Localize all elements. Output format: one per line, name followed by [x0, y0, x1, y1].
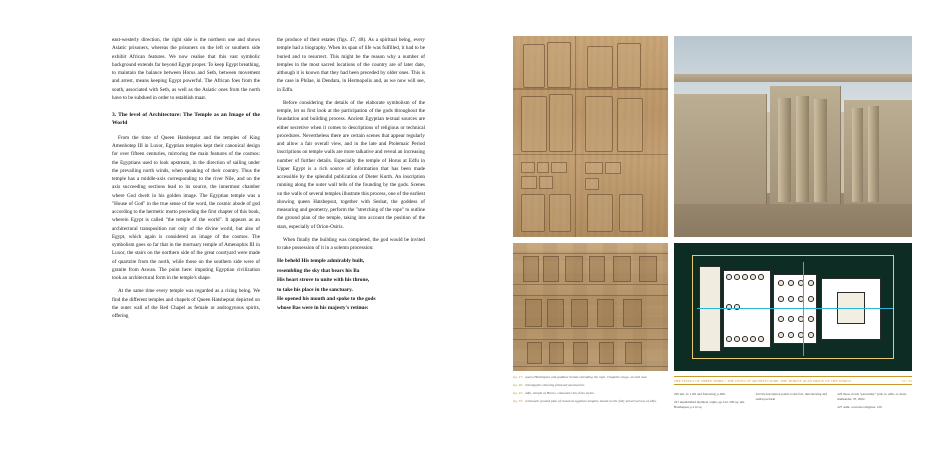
plan-column-dot [742, 336, 748, 342]
wall-figure [571, 299, 588, 327]
verse-line: He beheld His temple admirably built, [277, 258, 365, 265]
text-column-right [277, 36, 425, 314]
paragraph: the produce of their estates (figs. 47, 48). As a spiritual being, every temple had a biography. When its span of life was fulfilled, it had to be buried and to resurrect. This might be the reason why a number of temples in the most sacred locations of the country are of later date, although it is known that they had been preceded by older ones. This is the case in Philae, in Dendara, in Hermopolis and, as we now will see, in Edfu. [277, 37, 425, 93]
wall-figure [573, 342, 588, 364]
wall-figure [623, 299, 642, 327]
wall-figure [565, 256, 583, 282]
text-column-left [112, 36, 260, 325]
relief-figure [617, 98, 643, 152]
relief-figure [587, 194, 613, 232]
caption-item [513, 391, 673, 397]
figure-captions [513, 375, 673, 408]
plan-column-dot [778, 316, 784, 322]
relief-crack [575, 36, 576, 237]
plan-column-dot [788, 332, 794, 338]
temple-ground-plan-diagram [674, 243, 912, 371]
paragraph: Before considering the details of the elaborate symbolism of the temple, let us first look at the participation of the gods throughout the foundation and building process. Ancient Egyptian textual sources are either secretive when it comes to descriptions of religious or technical procedures. Nevertheless there are certain scenes that appear regularly and allow a fair overall view, and in the late and Ptolemaic Period inscriptions on temple walls are more talkative and reveal an increasing number of further details. Especially the temple of Horus at Edfu in Upper Egypt is a rich source of information that has been made accessible by the splendid publication of Dieter Kurth. An inscription running along the outer wall tells of the founding by the gods. Scenes on the walls of several temples illustrate this process, one of the earliest showing queen Hatshepsut, together with Seshat, the goddess of measuring and geometry, perform the "stretching of the rope" to outline the ground plan of the temple, taking into account the position of the stars, especially of Orion-Osiris. [277, 99, 425, 230]
relief-figure [617, 43, 641, 88]
relief-crack [513, 154, 668, 155]
plan-column-dot [808, 280, 814, 286]
paragraph: At the same time every temple was regarded as a rising being. We find the different temples and chapels of Queen Hatshepsut depicted on the outer wall of the Red Chapel as female or androgynous spirits, offering [112, 288, 260, 320]
relief-figure [521, 96, 547, 152]
paragraph: east-westerly direction, the right side is the northern one and shows Asiatic prisoners, whereas the prisoners on the left or southern side exhibit African features. We now realise that this vast symbolic background extends far beyond Egypt proper. To keep Egypt breathing, to maintain the balance between Horus and Seth, between movement and arrest, means keeping Egypt powerful. The African foes from the south, associated with Seth, as well as the Asiatic ones from the north have to be subdued in order to establish maat. [112, 37, 260, 101]
plan-column-dot [808, 332, 814, 338]
plan-cross-axis [803, 262, 804, 356]
plan-column-dot [758, 274, 764, 280]
plan-column-dot [726, 336, 732, 342]
note-item: 222 the inscription points to the fact, that the king and seshat perform [755, 392, 827, 401]
note-item: 223 those words "personally" (urk. iv, edfu, sr, maar, mefkandet, 70, 200d [837, 392, 907, 401]
section-heading: 3. The level of Architecture: The Temple as an Image of the World [112, 112, 260, 127]
plan-main-axis [697, 308, 893, 309]
plan-column-dot [778, 280, 784, 286]
temple-column [852, 108, 863, 202]
plan-column-dot [734, 336, 740, 342]
wall-figure [613, 256, 631, 282]
hieroglyph-block [521, 162, 535, 173]
plan-column-dot [742, 274, 748, 280]
caption-id: fig. 48: [513, 383, 524, 388]
plan-column-dot [758, 336, 764, 342]
temple-exterior-photograph [674, 36, 912, 237]
wall-figure [543, 256, 559, 282]
caption-id: fig. 50: [513, 399, 524, 404]
temple-column [796, 96, 809, 202]
paragraph: When finally the building was completed, the god would be invited to take possession of it in a solemn procession: [277, 236, 425, 251]
relief-figure [549, 94, 573, 152]
wall-figure [597, 299, 614, 327]
plan-column-dot [778, 332, 784, 338]
footer-title: THE LEVELS OF THREE TEMPL | THE LEVEL OF ARCHITECTURE: THE TEMPLE AS AN IMAGE OF THE WORLD [674, 378, 851, 383]
plan-gold-frame [692, 255, 894, 359]
relief-figure [587, 46, 613, 88]
hieroglyph-block [537, 162, 549, 173]
wall-figure [523, 256, 539, 282]
verse-line: His heart strove to unite with his throne, [277, 277, 370, 284]
relief-crack [513, 88, 668, 90]
hieroglyph-block [605, 162, 621, 174]
temple-column [778, 98, 791, 202]
caption-item [513, 375, 673, 381]
temple-cornice [674, 74, 912, 82]
plan-column-dot [750, 274, 756, 280]
plan-column-dot [778, 296, 784, 302]
plan-column-dot [788, 316, 794, 322]
relief-figure [549, 194, 571, 232]
note-item: 221 unpublished mythical origin, pp.122, 200 sq; urk. Hatshepsut, p.112 sq. [674, 400, 745, 410]
relief-figure [521, 194, 545, 232]
page-number: 52 | 53 [901, 378, 912, 383]
plan-column-dot [750, 336, 756, 342]
relief-figure [585, 96, 613, 152]
wall-figure [547, 299, 564, 327]
wall-figure [549, 342, 564, 364]
caption-text: edfu, temple of Horus, cutaward view from stylus. [525, 391, 595, 396]
verse-line: resembling the sky that bears his Ba [277, 267, 360, 274]
relief-figure [547, 42, 571, 88]
relief-panel-photograph [513, 36, 668, 237]
painted-wall-photograph [513, 243, 668, 371]
wall-figure [625, 342, 642, 364]
temple-column [814, 99, 827, 202]
note-item: 227 asmr, conceive religious, 120 [837, 405, 882, 410]
verse-line: to take his place in the sanctuary. [277, 286, 353, 293]
wall-figure [599, 342, 614, 364]
caption-item [513, 399, 673, 405]
relief-figure [619, 194, 643, 232]
caption-id: fig. 47: [513, 375, 524, 379]
relief-figure [523, 44, 545, 88]
plan-column-dot [808, 316, 814, 322]
endnotes-list [674, 392, 912, 411]
hieroglyph-block [551, 162, 567, 173]
caption-text: schematic ground plan of classical egyptian temples, based on the fully preserved one of edfu. [525, 399, 657, 404]
hieroglyph-block [539, 176, 553, 189]
note-item: 220 urk. iv, 1181 and following; p.200. [674, 392, 726, 396]
caption-id: fig. 49: [513, 391, 524, 396]
wall-figure [589, 256, 605, 282]
plan-column-dot [788, 296, 794, 302]
plan-column-dot [788, 280, 794, 286]
verse-line: He opened his mouth and spoke to the gods [277, 295, 376, 302]
quoted-verse [277, 257, 425, 314]
hieroglyph-block [521, 176, 537, 189]
temple-column [868, 106, 879, 202]
wall-figure [525, 299, 542, 327]
wall-figure [639, 256, 657, 282]
paragraph: From the time of Queen Hatshepsut and the temples of King Amenhotep III in Luxor, Egyptian temples kept their canonical design for over fifteen centuries, mirroring the main features of the cosmos: the Egyptians used to look upstream, in the direction of sailing under the prevailing north winds, when speaking of their country. Thus the temple has a middle-axis corresponding to the river Nile, and on the axis succeeding sections lead to its source, the innermost chamber where God dwelt in his golden image. The Egyptian temple was a "House of God" in the true sense of the word, the cosmic abode of god according to the hermetic motto preceding the first chapter of this book, wherein Egypt is called "the temple of the world". It appears as an architectural transposition not only of the divine world, but also of Egypt, which again is considered an image of the cosmos. The symbolism goes so far that in the mortuary temple of Amenophis III in Luxor, the stairs on the northern side of the great courtyard were made of quartzite from the north, while those on the southern side were of granite from Aswan. The point here: imputing Egyptian civilization took an architectural form in the temple's shape. [112, 134, 260, 282]
running-footer [674, 376, 912, 385]
caption-text: hieroglyphs showing prisoned sanctuaries. [525, 383, 586, 388]
hieroglyph-block [585, 178, 599, 190]
hieroglyph-block [585, 162, 603, 174]
temple-wall-block [674, 94, 767, 204]
caption-item [513, 383, 673, 389]
plan-column-dot [726, 274, 732, 280]
plan-column-dot [808, 296, 814, 302]
plan-column-dot [734, 274, 740, 280]
verse-line: whose Bas were in his majesty's retinue: [277, 305, 369, 312]
plan-pylon [699, 266, 721, 352]
wall-figure [527, 342, 542, 364]
caption-text: queen Hatshepsut and goddess Seshat extending the rope. Chapelle rouge, second case [525, 375, 648, 379]
